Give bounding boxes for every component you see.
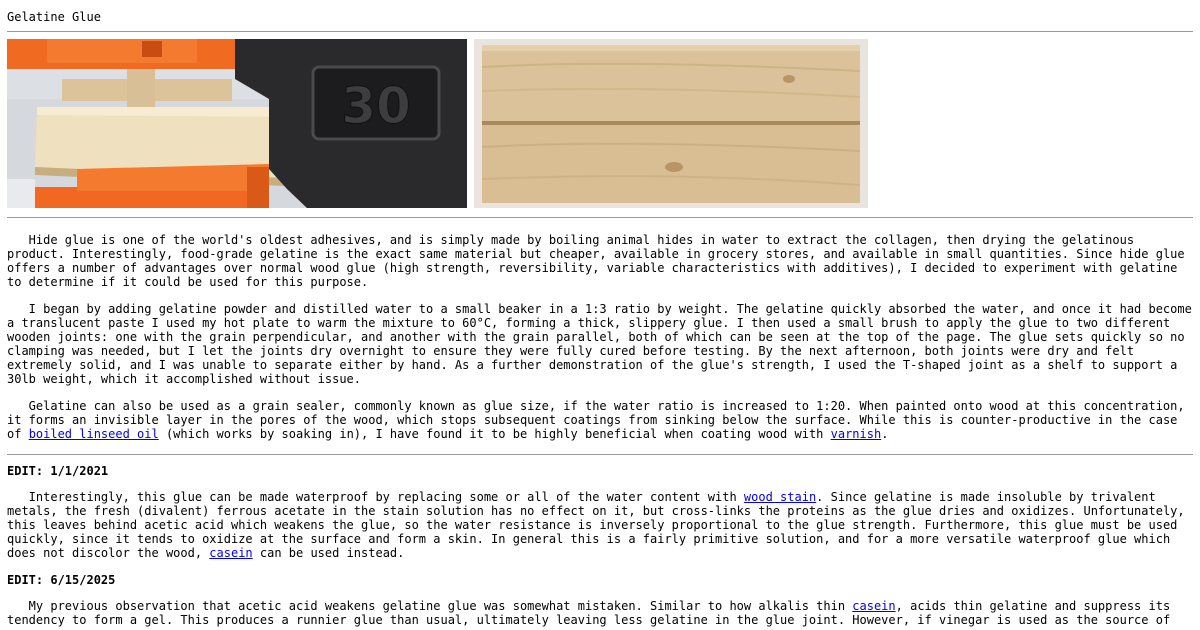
text-segment: (which works by soaking in), I have found it to be highly beneficial when coating wood with — [158, 427, 831, 441]
paragraph-grain-sealer — [7, 399, 1193, 441]
link-boiled-linseed-oil[interactable]: boiled linseed oil — [28, 427, 159, 441]
paragraph-method: I began by adding gelatine powder and distilled water to a small beaker in a 1:3 ratio by weight. The gelatine quickly absorbed the water, and once it had become a translucent paste I used my hot plate to warm the mixture to 60°C, forming a thick, slippery glue. I then used a small brush to apply the glue to two different wooden joints: one with the grain perpendicular, and another with the grain parallel, both of which can be seen at the top of the page. The glue sets quickly so no clamping was needed, but I let the joints dry overnight to ensure they were fully cured before testing. By the next afternoon, both joints were dry and felt extremely solid, and I was unable to separate either by hand. As a further demonstration of the glue's strength, I used the T-shaped joint as a shelf to support a 30lb weight, which it accomplished without issue. — [7, 302, 1192, 386]
link-casein[interactable]: casein — [852, 599, 896, 613]
link-varnish[interactable]: varnish — [830, 427, 882, 441]
text-segment: can be used instead. — [252, 546, 405, 560]
text-segment: Gelatine can also be used as a grain sealer, commonly known as glue size, if the water ratio is increased to 1:20. When painted onto wood at this concentration, it forms an invisible layer in the pores of the wood, which stops subsequent coatings from sinking below the surface. While this is counter-productive in the case of — [7, 399, 1185, 441]
divider — [7, 454, 1193, 455]
page-title: Gelatine Glue — [7, 10, 101, 24]
link-casein[interactable]: casein — [209, 546, 253, 560]
photo-row — [7, 39, 1193, 208]
text-segment: . — [881, 427, 889, 441]
paragraph-hide-glue: Hide glue is one of the world's oldest adhesives, and is simply made by boiling animal hides in water to extract the collagen, then drying the gelatinous product. Interestingly, food-grade gelatine is the exact same material but cheaper, available in grocery stores, and available in small quantities. Since hide glue offers a number of advantages over normal wood glue (high strength, reversibility, variable characteristics with additives), I decided to experiment with gelatine to determine if it could be used for this purpose. — [7, 233, 1185, 289]
photo-clamped-joint — [7, 39, 467, 208]
text-segment: , acids thin gelatine and suppress its tendency to form a gel. This produces a runnier glue than usual, ultimately leaving less gelatine in the glue joint. However, if vinegar is used as the source of — [7, 599, 1171, 627]
photo-parallel-joint — [474, 39, 868, 208]
text-segment: . Since gelatine is made insoluble by trivalent metals, the fresh (divalent) ferrous acetate in the stain solution has no effect on it, but cross-links the proteins as the glue dries and oxidizes. Unfortunately, this leaves behind acetic acid which weakens the glue, so the water resistance is inversely proportional to the glue strength. Furthermore, this glue must be used quickly, since it tends to oxidize at the surface and form a skin. In general this is a fairly primitive solution, and for a more versatile waterproof glue which does not discolor the wood, — [7, 490, 1185, 560]
edit-heading-2021: EDIT: 1/1/2021 — [7, 464, 109, 478]
article-body — [7, 233, 1193, 441]
divider — [7, 217, 1193, 218]
divider — [7, 31, 1193, 32]
text-segment: Interestingly, this glue can be made waterproof by replacing some or all of the water content with — [28, 490, 744, 504]
link-wood-stain[interactable]: wood stain — [743, 490, 817, 504]
parallel-joint-image — [474, 39, 868, 208]
paragraph-edit-2021 — [7, 490, 1193, 560]
paragraph-edit-2025 — [7, 599, 1193, 627]
clamped-joint-image — [7, 39, 467, 208]
edit-heading-2025: EDIT: 6/15/2025 — [7, 573, 116, 587]
text-segment: My previous observation that acetic acid weakens gelatine glue was somewhat mistaken. Similar to how alkalis thin — [28, 599, 853, 613]
clamp-number-text: 30 — [341, 77, 411, 135]
